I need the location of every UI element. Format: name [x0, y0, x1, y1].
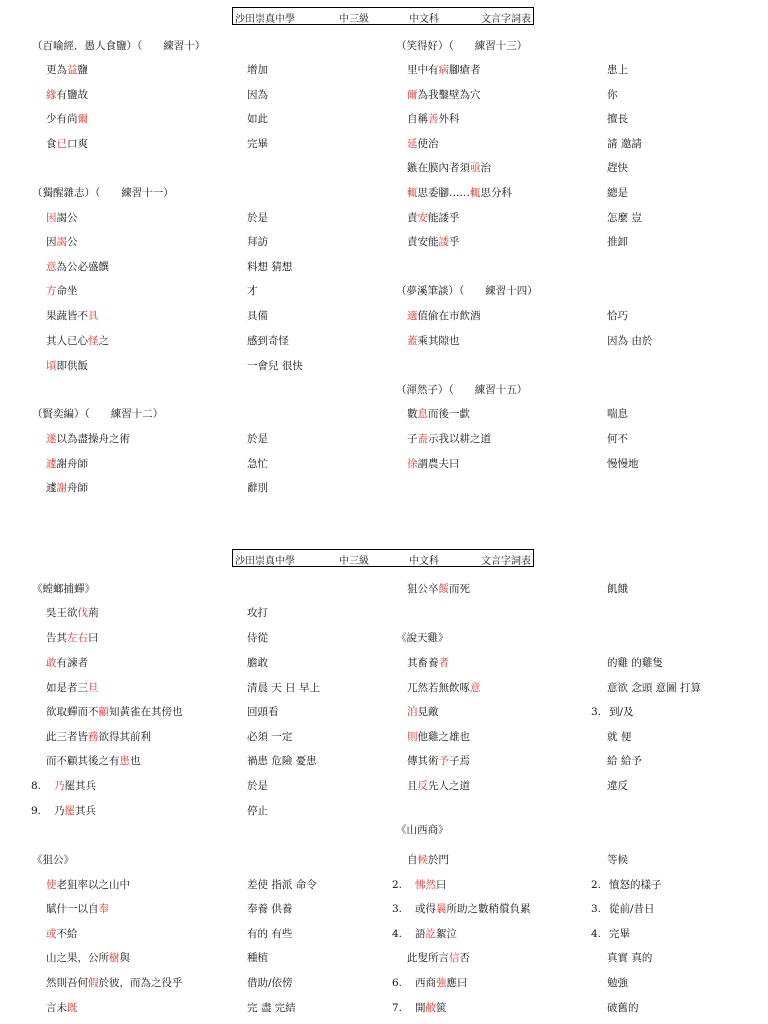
word-meaning: 具備: [247, 310, 268, 322]
highlighted-character: 假: [88, 977, 99, 989]
classical-phrase: [46, 88, 88, 102]
highlighted-character: 則: [407, 731, 418, 743]
word-meaning: 急忙: [247, 458, 268, 470]
classical-phrase: [407, 951, 470, 965]
highlighted-character: 適: [407, 310, 418, 322]
highlighted-character: 強: [436, 977, 447, 989]
classical-phrase: [46, 976, 183, 990]
phrase-text: 其畜養: [407, 657, 439, 669]
highlighted-character: 左右: [67, 632, 88, 644]
phrase-text: 篋: [436, 1002, 447, 1014]
school-name: 沙田崇真中學: [235, 14, 295, 25]
classical-phrase: [46, 211, 78, 225]
classical-phrase: [54, 779, 96, 793]
word-meaning: 攻打: [247, 607, 268, 619]
classical-phrase: [407, 457, 460, 471]
word-meaning: 奉養 供養: [247, 903, 293, 915]
highlighted-character: 餒: [438, 583, 449, 595]
classical-phrase: [46, 309, 99, 323]
classical-phrase: [407, 309, 481, 323]
phrase-text: 果蔬皆不: [46, 310, 88, 322]
phrase-text: 否: [459, 952, 470, 964]
phrase-text: 因: [46, 236, 57, 248]
highlighted-character: 伐: [77, 607, 88, 619]
classical-phrase: [46, 260, 109, 274]
classical-phrase: [46, 359, 88, 373]
item-number: 7.: [392, 1002, 403, 1014]
word-meaning: 感到奇怪: [247, 335, 289, 347]
highlighted-character: 已: [56, 138, 67, 150]
phrase-text: 告其: [46, 632, 67, 644]
word-meaning: 種植: [247, 952, 268, 964]
phrase-text: 且: [407, 780, 418, 792]
highlighted-character: 因: [46, 212, 57, 224]
section-heading: （笑得好）（ 練習十三）: [396, 40, 528, 52]
phrase-text: 命坐: [56, 285, 78, 297]
highlighted-character: 病: [438, 64, 449, 76]
classical-phrase: [46, 432, 130, 446]
phrase-text: 兀然若無飲啄: [407, 682, 470, 694]
word-meaning: 推卸: [607, 236, 628, 248]
word-meaning: 增加: [247, 64, 268, 76]
phrase-text: 數: [407, 408, 418, 420]
highlighted-character: 顧: [98, 706, 109, 718]
phrase-text: 以為盡操舟之術: [56, 433, 130, 445]
classical-phrase: [46, 902, 109, 916]
highlighted-character: 樹: [109, 952, 120, 964]
word-meaning: 飢餓: [607, 583, 628, 595]
highlighted-character: 候: [417, 854, 428, 866]
word-meaning: 才: [247, 285, 258, 297]
highlighted-character: 謁: [56, 236, 67, 248]
word-meaning: 禍患 危險 憂患: [247, 755, 317, 767]
word-meaning: 於是: [247, 212, 268, 224]
classical-phrase: [407, 112, 460, 126]
phrase-text: 自: [407, 854, 418, 866]
classical-phrase: [46, 63, 88, 77]
phrase-text: 少有尚: [46, 113, 78, 125]
highlighted-character: 使: [46, 879, 57, 891]
phrase-text: 於門: [428, 854, 449, 866]
classical-phrase: [407, 186, 512, 200]
section-heading: （獨醒雜志）（ 練習十一）: [32, 187, 174, 199]
classical-phrase: [46, 606, 99, 620]
phrase-text: 傳其術: [407, 755, 439, 767]
phrase-text: 所助之數稍償負累: [446, 903, 531, 915]
section-heading: （夢溪筆談）（ 練習十四）: [396, 285, 538, 297]
section-heading: （百喻經．愚人食鹽）（ 練習十）: [32, 40, 206, 52]
phrase-text: 言未: [46, 1002, 67, 1014]
highlighted-character: 遽: [46, 458, 57, 470]
highlighted-character: 意: [46, 261, 57, 273]
document-title: 文言字詞表: [481, 556, 531, 567]
grade: 中三級: [339, 14, 369, 25]
phrase-text: 吳王欲: [46, 607, 78, 619]
highlighted-character: 既: [67, 1002, 78, 1014]
highlighted-character: 諉: [438, 236, 449, 248]
highlighted-character: 緣: [46, 89, 57, 101]
word-meaning: 總是: [607, 187, 628, 199]
grade: 中三級: [339, 556, 369, 567]
phrase-text: 西商: [415, 977, 436, 989]
classical-phrase: [46, 235, 78, 249]
phrase-text: 其人已心: [46, 335, 88, 347]
phrase-text: 與: [119, 952, 130, 964]
word-meaning: 從前/昔日: [609, 903, 655, 915]
classical-phrase: [46, 137, 88, 151]
word-meaning: 完 盡 完結: [247, 1002, 296, 1014]
meaning-number: 3.: [591, 706, 602, 718]
phrase-text: 應曰: [446, 977, 468, 989]
phrase-text: 此三者皆: [46, 731, 88, 743]
phrase-text: 而不顧其後之有: [46, 755, 120, 767]
word-meaning: 意欲 念頭 意圖 打算: [607, 682, 702, 694]
word-meaning: 辭別: [247, 482, 268, 494]
phrase-text: 他雞之雄也: [417, 731, 470, 743]
classical-phrase: [415, 927, 457, 941]
word-meaning: 完畢: [609, 928, 630, 940]
word-meaning: 趕快: [607, 162, 628, 174]
word-meaning: 完畢: [247, 138, 268, 150]
phrase-text: 思分科: [480, 187, 512, 199]
phrase-text: 有諫者: [56, 657, 88, 669]
phrase-text: 子: [407, 433, 418, 445]
highlighted-character: 善: [428, 113, 439, 125]
item-number: 3.: [392, 903, 403, 915]
school-name: 沙田崇真中學: [235, 556, 295, 567]
classical-phrase: [46, 951, 130, 965]
meaning-number: 4.: [591, 928, 602, 940]
highlighted-character: 息: [417, 408, 428, 420]
word-meaning: 借助/依傍: [247, 977, 293, 989]
phrase-text: 知黃雀在其傍也: [109, 706, 183, 718]
highlighted-character: 延: [407, 138, 418, 150]
word-meaning: 回頭看: [247, 706, 279, 718]
document-title: 文言字詞表: [481, 14, 531, 25]
phrase-text: 見敵: [417, 706, 439, 718]
word-meaning: 於是: [247, 433, 268, 445]
phrase-text: 曰: [88, 632, 99, 644]
phrase-text: 外科: [438, 113, 460, 125]
classical-phrase: [46, 681, 99, 695]
phrase-text: 也: [130, 755, 141, 767]
highlighted-character: 曩: [436, 903, 447, 915]
word-meaning: 到/及: [609, 706, 634, 718]
word-meaning: 等候: [607, 854, 628, 866]
meaning-number: 3.: [591, 903, 602, 915]
highlighted-character: 信: [449, 952, 460, 964]
phrase-text: 開: [415, 1002, 426, 1014]
phrase-text: 先人之道: [428, 780, 470, 792]
phrase-text: 語: [415, 928, 426, 940]
highlighted-character: 罷: [64, 805, 75, 817]
highlighted-character: 盍: [417, 433, 428, 445]
phrase-text: 鹽: [77, 64, 88, 76]
classical-phrase: [46, 334, 109, 348]
classical-phrase: [407, 779, 470, 793]
word-meaning: 清晨 天 日 早上: [247, 682, 321, 694]
phrase-text: 謁公: [56, 212, 78, 224]
phrase-text: 而死: [449, 583, 470, 595]
classical-phrase: [46, 705, 183, 719]
word-meaning: 停止: [247, 805, 268, 817]
highlighted-character: 頃: [46, 360, 57, 372]
classical-phrase: [46, 457, 88, 471]
phrase-text: 之: [98, 335, 109, 347]
highlighted-character: 怪: [88, 335, 99, 347]
phrase-text: 荊: [88, 607, 99, 619]
highlighted-character: 亟: [470, 162, 481, 174]
highlighted-character: 具: [88, 310, 99, 322]
classical-phrase: [407, 334, 460, 348]
phrase-text: 欲取蟬而不: [46, 706, 99, 718]
highlighted-character: 輒: [407, 187, 418, 199]
classical-phrase: [407, 730, 470, 744]
highlighted-character: 者: [438, 657, 449, 669]
word-meaning: 喘息: [607, 408, 628, 420]
word-meaning: 就 便: [607, 731, 632, 743]
word-meaning: 請 邀請: [607, 138, 642, 150]
classical-phrase: [407, 705, 439, 719]
phrase-text: 為公必盛饌: [56, 261, 109, 273]
section-heading: （渾然子）（ 練習十五）: [396, 384, 528, 396]
word-meaning: 破舊的: [607, 1002, 639, 1014]
classical-phrase: [407, 681, 481, 695]
phrase-text: 思委腳……: [417, 187, 470, 199]
word-meaning: 侍從: [247, 632, 268, 644]
highlighted-character: 徐: [407, 458, 418, 470]
highlighted-character: 意: [470, 682, 481, 694]
word-meaning: 怎麼 豈: [607, 212, 642, 224]
phrase-text: 而後一歔: [428, 408, 470, 420]
section-heading: 《山西商》: [396, 824, 449, 836]
classical-phrase: [46, 878, 130, 892]
phrase-text: 然則吾何: [46, 977, 88, 989]
word-meaning: 違反: [607, 780, 628, 792]
phrase-text: 公: [67, 236, 78, 248]
phrase-text: 絮泣: [436, 928, 457, 940]
highlighted-character: 務: [88, 731, 99, 743]
word-meaning: 如此: [247, 113, 268, 125]
classical-phrase: [46, 730, 151, 744]
classical-phrase: [407, 88, 481, 102]
phrase-text: 治: [480, 162, 491, 174]
section-heading: 《狙公》: [32, 854, 74, 866]
classical-phrase: [407, 407, 470, 421]
phrase-text: 賦什一以自: [46, 903, 99, 915]
word-meaning: 有的 有些: [247, 928, 293, 940]
phrase-text: 子焉: [449, 755, 470, 767]
item-number: 2.: [392, 879, 403, 891]
classical-phrase: [407, 235, 460, 249]
highlighted-character: 洎: [407, 706, 418, 718]
meaning-number: 2.: [591, 879, 602, 891]
phrase-text: 此叟所言: [407, 952, 449, 964]
item-number: 6.: [392, 977, 403, 989]
classical-phrase: [54, 804, 96, 818]
highlighted-character: 謝: [56, 482, 67, 494]
word-meaning: 恰巧: [607, 310, 628, 322]
highlighted-character: 敢: [46, 657, 57, 669]
phrase-text: 或得: [415, 903, 436, 915]
phrase-text: 狙公卒: [407, 583, 439, 595]
word-meaning: 必須 一定: [247, 731, 293, 743]
classical-phrase: [407, 432, 491, 446]
section-heading: 《說天雞》: [396, 632, 449, 644]
classical-phrase: [415, 902, 531, 916]
word-meaning: 因為 由於: [607, 335, 653, 347]
highlighted-character: 益: [67, 64, 78, 76]
worksheet-header-1: [232, 7, 534, 25]
phrase-text: 舟師: [67, 482, 88, 494]
highlighted-character: 予: [438, 755, 449, 767]
word-meaning: 拜訪: [247, 236, 268, 248]
highlighted-character: 輒: [470, 187, 481, 199]
phrase-text: 更為: [46, 64, 67, 76]
classical-phrase: [46, 1001, 78, 1015]
word-meaning: 真實 真的: [607, 952, 653, 964]
classical-phrase: [407, 582, 470, 596]
classical-phrase: [407, 211, 460, 225]
phrase-text: 曰: [436, 879, 447, 891]
phrase-text: 責: [407, 212, 418, 224]
word-meaning: 差使 指派 命令: [247, 879, 317, 891]
phrase-text: 罷其兵: [64, 780, 96, 792]
phrase-text: 即供飯: [56, 360, 88, 372]
word-meaning: 慢慢地: [607, 458, 639, 470]
phrase-text: 乎: [449, 236, 460, 248]
word-meaning: 何不: [607, 433, 628, 445]
section-heading: （賢奕編）（ 練習十二）: [32, 408, 164, 420]
phrase-text: 乃: [54, 805, 65, 817]
phrase-text: 使治: [417, 138, 439, 150]
highlighted-character: 遂: [46, 433, 57, 445]
classical-phrase: [46, 656, 88, 670]
phrase-text: 值偷在市飲酒: [417, 310, 481, 322]
classical-phrase: [415, 976, 468, 990]
phrase-text: 乘其隙也: [417, 335, 460, 347]
classical-phrase: [407, 754, 470, 768]
word-meaning: 膽敢: [247, 657, 268, 669]
phrase-text: 如是者三: [46, 682, 88, 694]
classical-phrase: [407, 853, 449, 867]
highlighted-character: 敝: [425, 1002, 436, 1014]
section-heading: 《螳螂捕蟬》: [32, 583, 95, 595]
classical-phrase: [46, 754, 141, 768]
highlighted-character: 爾: [407, 89, 418, 101]
highlighted-character: 奉: [98, 903, 109, 915]
phrase-text: 口爽: [67, 138, 88, 150]
phrase-text: 鏃在膜內者須: [407, 162, 470, 174]
word-meaning: 勉強: [607, 977, 628, 989]
word-meaning: 的雞 的雞隻: [607, 657, 663, 669]
highlighted-character: 安: [417, 212, 428, 224]
item-number: 4.: [392, 928, 403, 940]
classical-phrase: [415, 1001, 447, 1015]
worksheet-header-2: [232, 549, 534, 567]
highlighted-character: 方: [46, 285, 57, 297]
word-meaning: 你: [607, 89, 618, 101]
phrase-text: 腳瘡者: [449, 64, 481, 76]
phrase-text: 謂農夫曰: [417, 458, 460, 470]
highlighted-character: 旦: [88, 682, 99, 694]
phrase-text: 老狙率以之山中: [56, 879, 130, 891]
highlighted-character: 反: [417, 780, 428, 792]
classical-phrase: [46, 481, 88, 495]
highlighted-character: 訖: [425, 928, 436, 940]
highlighted-character: 蓋: [407, 335, 418, 347]
classical-phrase: [407, 656, 449, 670]
highlighted-character: 患: [119, 755, 130, 767]
highlighted-character: 乃: [54, 780, 65, 792]
highlighted-character: 怫然: [415, 879, 436, 891]
word-meaning: 於是: [247, 780, 268, 792]
phrase-text: 示我以耕之道: [428, 433, 491, 445]
word-meaning: 一會兒 很快: [247, 360, 303, 372]
phrase-text: 遽: [46, 482, 57, 494]
subject: 中文科: [409, 14, 439, 25]
classical-phrase: [46, 284, 78, 298]
highlighted-character: 爾: [77, 113, 88, 125]
phrase-text: 責安能: [407, 236, 439, 248]
subject: 中文科: [409, 556, 439, 567]
classical-phrase: [407, 63, 481, 77]
phrase-text: 欲得其前利: [98, 731, 151, 743]
item-number: 9.: [31, 805, 42, 817]
word-meaning: 因為: [247, 89, 268, 101]
phrase-text: 於彼，而為之役乎: [98, 977, 183, 989]
classical-phrase: [46, 631, 99, 645]
phrase-text: 為我鑿壁為穴: [417, 89, 481, 101]
highlighted-character: 或: [46, 928, 57, 940]
word-meaning: 擅長: [607, 113, 628, 125]
item-number: 8.: [31, 780, 42, 792]
classical-phrase: [407, 161, 491, 175]
word-meaning: 憤怒的樣子: [609, 879, 662, 891]
classical-phrase: [46, 112, 88, 126]
phrase-text: 不給: [56, 928, 78, 940]
word-meaning: 給 給予: [607, 755, 642, 767]
classical-phrase: [407, 137, 439, 151]
phrase-text: 有鹽故: [56, 89, 88, 101]
classical-phrase: [415, 878, 447, 892]
phrase-text: 里中有: [407, 64, 439, 76]
phrase-text: 山之果，公所: [46, 952, 109, 964]
phrase-text: 食: [46, 138, 57, 150]
phrase-text: 自稱: [407, 113, 428, 125]
classical-phrase: [46, 927, 78, 941]
phrase-text: 其兵: [75, 805, 96, 817]
phrase-text: 能諉乎: [428, 212, 460, 224]
word-meaning: 患上: [607, 64, 628, 76]
phrase-text: 謝舟師: [56, 458, 88, 470]
word-meaning: 料想 猜想: [247, 261, 293, 273]
